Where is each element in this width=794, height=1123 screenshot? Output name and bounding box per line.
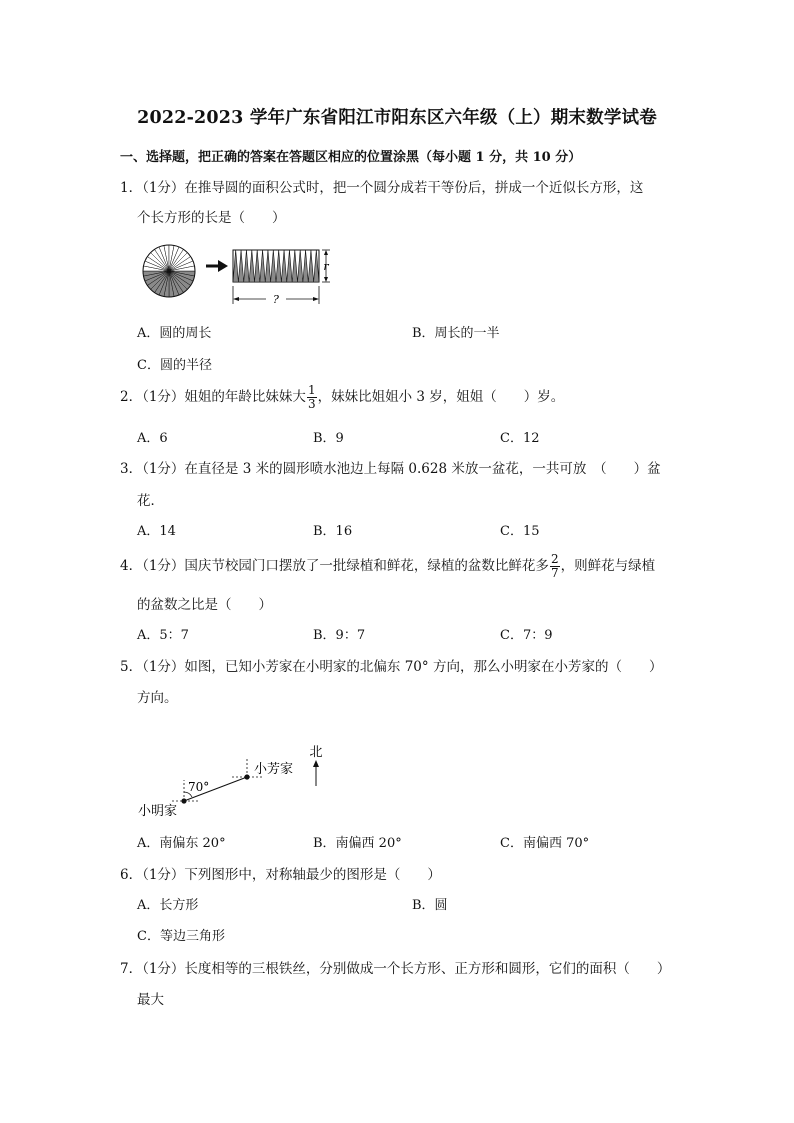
dimension-r (322, 250, 330, 282)
q2-fraction-denominator: 3 (307, 397, 316, 411)
q5-stem-line1: 5．（1分）如图，已知小芳家在小明家的北偏东 70° 方向，那么小明家在小芳家的（ ） (120, 659, 663, 675)
q3-option-c[interactable]: C．15 (500, 524, 540, 539)
q4-fraction (550, 553, 560, 580)
q3-stem-line2: 花． (137, 493, 164, 509)
q1-circle-figure (136, 244, 336, 310)
q2-option-b[interactable]: B．9 (313, 431, 344, 446)
q4-fraction-numerator: 2 (550, 552, 559, 566)
q3-option-b[interactable]: B．16 (313, 524, 353, 539)
q1-option-c[interactable]: C．圆的半径 (137, 358, 212, 373)
dashed-axes (172, 758, 262, 801)
q6-option-b[interactable]: B．圆 (412, 898, 448, 913)
q7-stem-line2: 最大 (137, 992, 164, 1008)
q4-stem-post: ，则鲜花与绿植 (560, 558, 656, 574)
q5-option-c[interactable]: C．南偏西 70° (500, 836, 590, 851)
q4-stem-line1 (120, 553, 655, 580)
approximate-rectangle (233, 250, 319, 282)
q4-option-b[interactable]: B．9：7 (313, 628, 366, 643)
q6-option-c[interactable]: C．等边三角形 (137, 929, 225, 944)
q4-stem-line2: 的盆数之比是（ ） (137, 597, 272, 613)
xiaofang-point (244, 774, 249, 779)
q4-option-a[interactable]: A．5：7 (137, 628, 189, 643)
section-heading: 一、选择题，把正确的答案在答题区相应的位置涂黑（每小题 1 分，共 10 分） (120, 150, 582, 165)
q7-stem-line1: 7．（1分）长度相等的三根铁丝，分别做成一个长方形、正方形和圆形，它们的面积（ ） (120, 961, 671, 977)
q5-option-b[interactable]: B．南偏西 20° (313, 836, 402, 851)
arrow-icon (206, 260, 228, 272)
sectored-circle (143, 245, 195, 297)
q1-stem-line1: 1．（1分）在推导圆的面积公式时，把一个圆分成若干等份后，拼成一个近似长方形，这 (120, 180, 644, 196)
q2-option-a[interactable]: A．6 (137, 431, 168, 446)
q2-stem-pre: 2．（1分）姐姐的年龄比妹妹大 (120, 389, 306, 405)
q4-fraction-denominator: 7 (550, 566, 559, 580)
xiaoming-point (181, 798, 186, 803)
q3-option-a[interactable]: A．14 (137, 524, 176, 539)
q5-option-a[interactable]: A．南偏东 20° (137, 836, 226, 851)
label-length-unknown: ? (273, 293, 279, 306)
q5-stem-line2: 方向。 (137, 690, 178, 706)
q4-stem-pre: 4．（1分）国庆节校园门口摆放了一批绿植和鲜花，绿植的盆数比鲜花多 (120, 558, 549, 574)
label-xiaoming-home: 小明家 (138, 804, 178, 819)
label-north: 北 (309, 745, 323, 760)
q1-option-b[interactable]: B．周长的一半 (412, 326, 500, 341)
label-r: r (323, 260, 329, 273)
q2-option-c[interactable]: C．12 (500, 431, 540, 446)
q1-stem-line2: 个长方形的长是（ ） (137, 210, 286, 226)
dimension-length (233, 286, 319, 306)
q2-stem-post: ，妹妹比姐姐小 3 岁，姐姐（ ）岁。 (317, 389, 565, 405)
label-xiaofang-home: 小芳家 (254, 762, 294, 777)
q4-option-c[interactable]: C．7：9 (500, 628, 553, 643)
label-angle: 70° (188, 780, 210, 794)
q3-stem-line1: 3．（1分）在直径是 3 米的圆形喷水池边上每隔 0.628 米放一盆花，一共可放 （ ）盆 (120, 461, 661, 477)
q6-option-a[interactable]: A．长方形 (137, 898, 199, 913)
q6-stem: 6．（1分）下列图形中，对称轴最少的图形是（ ） (120, 867, 441, 883)
page-title: 2022-2023 学年广东省阳江市阳东区六年级（上）期末数学试卷 (137, 108, 657, 128)
q2-stem (120, 384, 564, 411)
q2-fraction-numerator: 1 (307, 383, 316, 397)
q1-option-a[interactable]: A．圆的周长 (137, 326, 212, 341)
q5-direction-figure (136, 740, 336, 824)
q2-fraction (307, 384, 317, 411)
north-arrow-icon (313, 760, 319, 786)
